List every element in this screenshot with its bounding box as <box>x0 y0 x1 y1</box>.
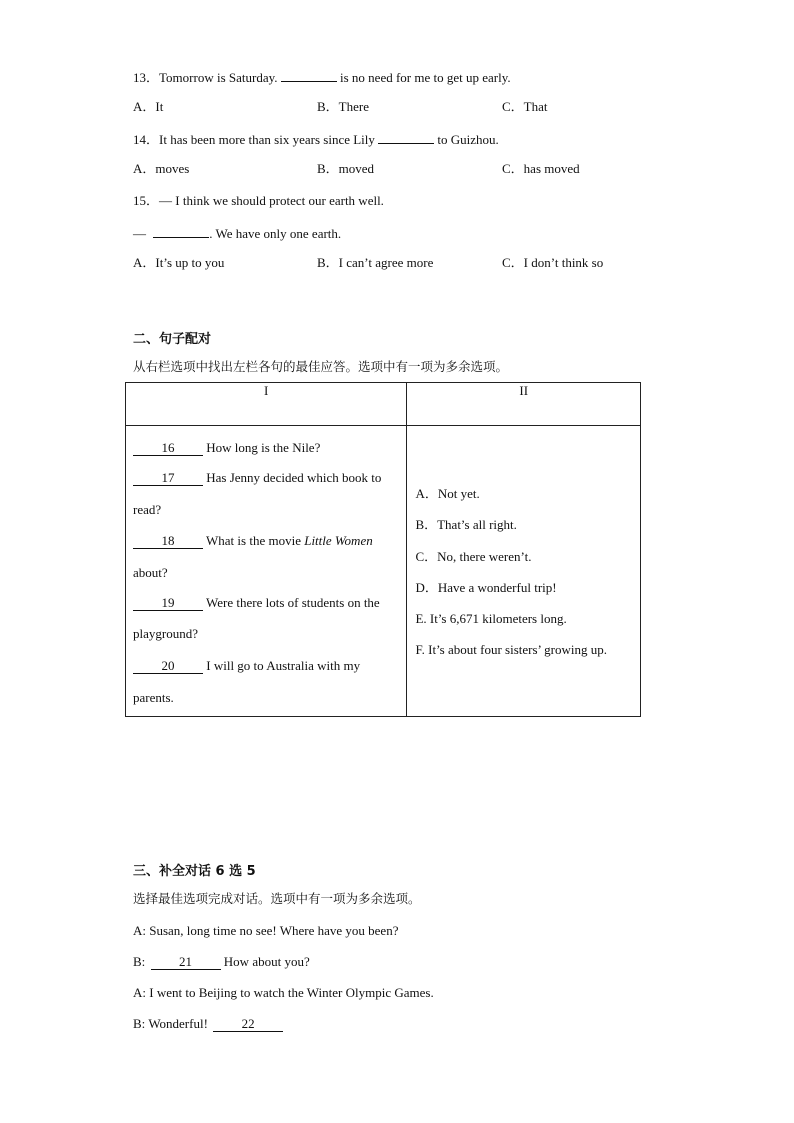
answer-blank[interactable]: 17 <box>133 471 203 486</box>
question-text: It has been more than six years since Lily <box>159 132 375 147</box>
answer-option: F. It’s about four sisters’ growing up. <box>415 642 607 657</box>
answer-blank[interactable]: 16 <box>133 441 203 456</box>
dialogue-text: Wonderful! <box>148 1016 208 1031</box>
speaker-label: A: <box>133 923 146 938</box>
dialogue-line <box>133 954 310 970</box>
list-item <box>133 440 320 456</box>
answer-blank[interactable]: 21 <box>151 955 221 970</box>
section-2-title: 二、句子配对 <box>133 332 212 347</box>
matching-table <box>125 382 641 717</box>
speaker-label: B: <box>133 1016 146 1031</box>
section-2-instruction: 从右栏选项中找出左栏各句的最佳应答。选项中有一项为多余选项。 <box>133 359 509 374</box>
dialogue-line <box>133 985 434 1001</box>
question-number: 13． <box>133 70 160 85</box>
item-text: Has Jenny decided which book to <box>206 470 382 485</box>
section-3-title: 三、补全对话 6 选 5 <box>133 864 256 879</box>
question-number: 15． <box>133 193 160 208</box>
item-text: What is the movie <box>206 533 301 548</box>
question-14 <box>133 130 499 148</box>
item-continuation: about? <box>133 565 168 580</box>
right-column <box>407 426 641 717</box>
option-b[interactable]: B．There <box>317 99 369 114</box>
question-15-response <box>133 224 341 242</box>
column-header-right: II <box>407 383 641 426</box>
question-text: to Guizhou. <box>437 132 499 147</box>
item-continuation: read? <box>133 502 162 517</box>
answer-blank[interactable] <box>378 130 434 144</box>
answer-option: B．That’s all right. <box>415 517 517 532</box>
option-a[interactable]: A．moves <box>133 161 190 176</box>
column-header-left: I <box>126 383 407 426</box>
answer-blank[interactable] <box>153 224 209 238</box>
section-3-instruction: 选择最佳选项完成对话。选项中有一项为多余选项。 <box>133 891 421 906</box>
question-13 <box>133 68 511 86</box>
list-item <box>133 658 360 674</box>
option-a[interactable]: A．It <box>133 99 164 114</box>
list-item <box>133 533 373 549</box>
answer-blank[interactable] <box>281 68 337 82</box>
question-text: . We have only one earth. <box>209 226 342 241</box>
question-text: — I think we should protect our earth well. <box>159 193 384 208</box>
option-c[interactable]: C．has moved <box>502 161 580 176</box>
item-text: Were there lots of students on the <box>206 595 380 610</box>
dialogue-line <box>133 1016 283 1032</box>
list-item <box>133 470 381 486</box>
option-a[interactable]: A．It’s up to you <box>133 255 225 270</box>
item-text: I will go to Australia with my <box>206 658 361 673</box>
option-b[interactable]: B．I can’t agree more <box>317 255 434 270</box>
item-continuation: playground? <box>133 626 198 641</box>
answer-blank[interactable]: 19 <box>133 596 203 611</box>
item-text: How long is the Nile? <box>206 440 321 455</box>
dialogue-text: I went to Beijing to watch the Winter Olympic Games. <box>149 985 434 1000</box>
question-15 <box>133 193 384 209</box>
option-b[interactable]: B．moved <box>317 161 375 176</box>
dialogue-text: Susan, long time no see! Where have you been? <box>149 923 399 938</box>
answer-option: C．No, there weren’t. <box>415 549 532 564</box>
option-c[interactable]: C．That <box>502 99 548 114</box>
answer-blank[interactable]: 22 <box>213 1017 283 1032</box>
option-c[interactable]: C．I don’t think so <box>502 255 604 270</box>
answer-blank[interactable]: 20 <box>133 659 203 674</box>
dialogue-line <box>133 923 398 939</box>
movie-title: Little Women <box>304 533 373 548</box>
question-number: 14． <box>133 132 160 147</box>
dash: — <box>133 226 146 241</box>
question-text: Tomorrow is Saturday. <box>159 70 278 85</box>
speaker-label: B: <box>133 954 146 969</box>
list-item <box>133 595 380 611</box>
answer-option: E. It’s 6,671 kilometers long. <box>415 611 567 626</box>
answer-option: D．Have a wonderful trip! <box>415 580 557 595</box>
dialogue-text: How about you? <box>223 954 310 969</box>
item-continuation: parents. <box>133 690 174 705</box>
left-column <box>126 426 407 717</box>
answer-blank[interactable]: 18 <box>133 534 203 549</box>
question-text: is no need for me to get up early. <box>340 70 511 85</box>
speaker-label: A: <box>133 985 146 1000</box>
answer-option: A．Not yet. <box>415 486 480 501</box>
